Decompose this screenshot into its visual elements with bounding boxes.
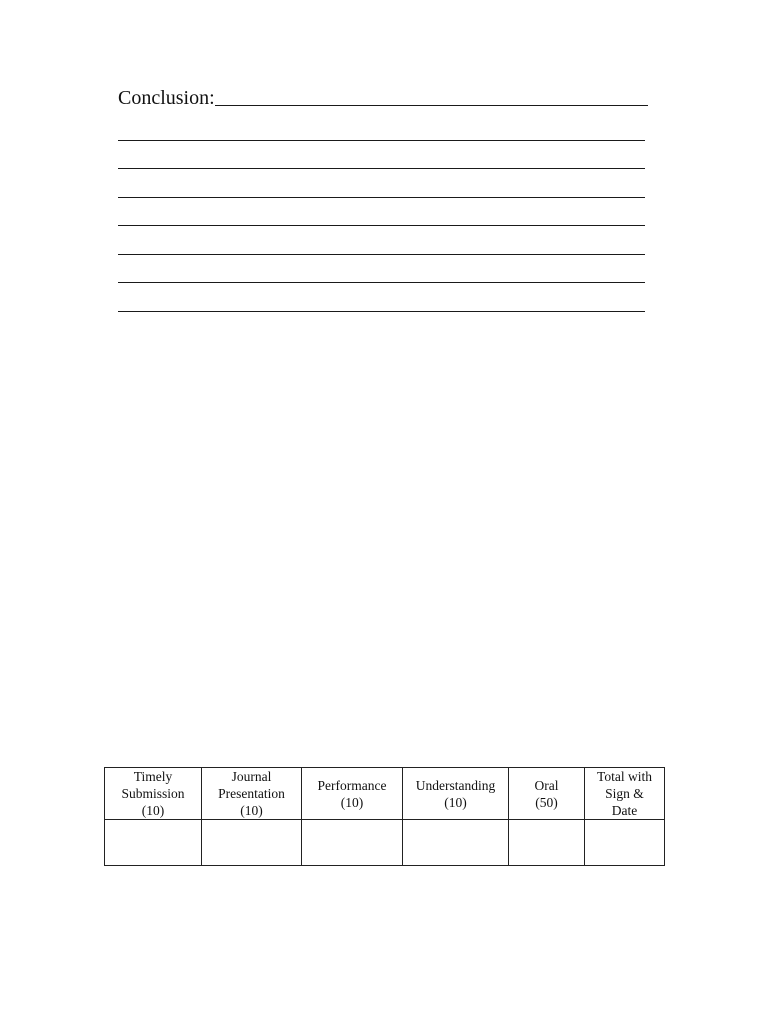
understanding-header (403, 768, 509, 820)
understanding-marks-cell[interactable] (403, 820, 509, 866)
conclusion-writing-line[interactable] (118, 169, 645, 198)
conclusion-writing-line[interactable] (118, 112, 645, 141)
header-text: (50) (535, 794, 558, 810)
header-text: Presentation (218, 786, 285, 801)
oral-header (509, 768, 585, 820)
header-text: Journal (231, 769, 272, 784)
header-text: Oral (534, 777, 559, 793)
conclusion-section (118, 84, 648, 312)
timely-submission-marks-cell[interactable] (105, 820, 202, 866)
conclusion-writing-line[interactable] (118, 198, 645, 227)
header-text: Total with (597, 769, 652, 784)
conclusion-writing-line[interactable] (118, 141, 645, 170)
conclusion-answer-line[interactable] (215, 105, 648, 106)
header-text: (10) (141, 803, 165, 818)
conclusion-header-row (118, 84, 648, 112)
marks-entry-row (105, 820, 665, 866)
header-text: (10) (240, 803, 263, 818)
header-text: Performance (317, 777, 387, 793)
marks-table (104, 767, 665, 866)
timely-submission-header (105, 768, 202, 820)
conclusion-writing-line[interactable] (118, 255, 645, 284)
header-text: Understanding (415, 777, 496, 793)
header-text: Sign & (605, 786, 644, 801)
oral-marks-cell[interactable] (509, 820, 585, 866)
conclusion-writing-line[interactable] (118, 283, 645, 312)
journal-presentation-marks-cell[interactable] (202, 820, 302, 866)
marks-table-header-row (105, 768, 665, 820)
journal-presentation-header (202, 768, 302, 820)
total-sign-date-cell[interactable] (585, 820, 665, 866)
header-text: (10) (340, 794, 364, 810)
conclusion-writing-line[interactable] (118, 226, 645, 255)
header-text: Date (611, 803, 638, 818)
performance-marks-cell[interactable] (302, 820, 403, 866)
conclusion-label: Conclusion: (118, 87, 215, 109)
header-text: (10) (444, 794, 467, 810)
total-sign-date-header (585, 768, 665, 820)
header-text: Timely (133, 769, 173, 784)
performance-header (302, 768, 403, 820)
header-text: Submission (121, 786, 185, 801)
